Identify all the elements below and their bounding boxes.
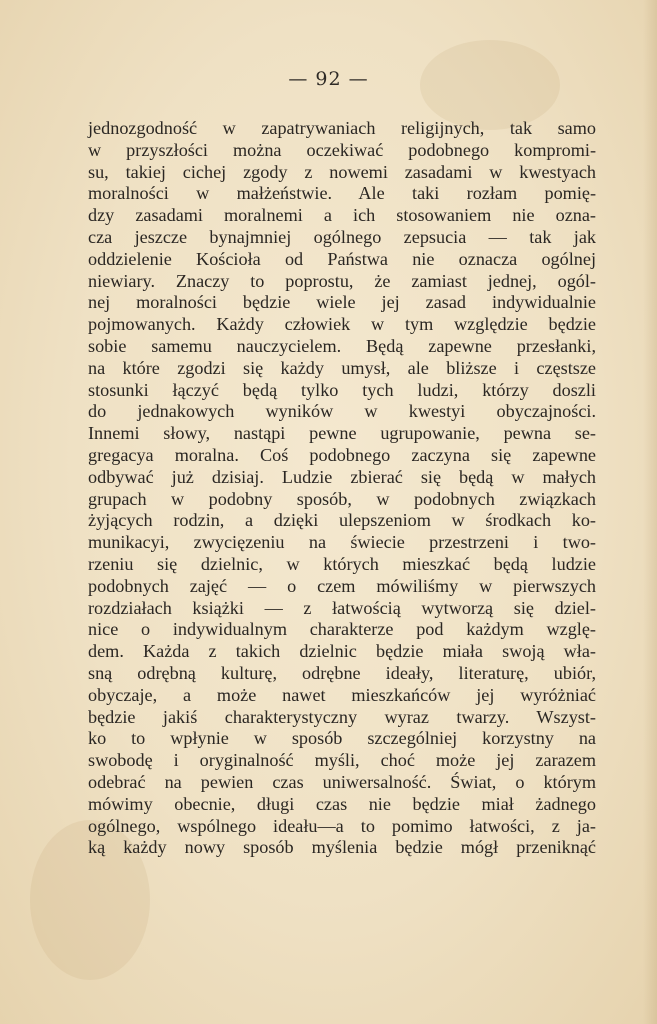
text-line: gregacya moralna. Coś podobnego zaczyna się zapewne (88, 444, 596, 465)
text-line: będzie jakiś charakterystyczny wyraz twarzy. Wszyst- (88, 706, 596, 727)
text-line: grupach w podobny sposób, w podobnych związkach (88, 488, 596, 509)
page-number: — 92 — (288, 68, 369, 90)
text-line: ogólnego, wspólnego ideału—a to pomimo łatwości, z ja- (88, 815, 596, 836)
page-edge-shadow (643, 0, 657, 1024)
text-line: w przyszłości można oczekiwać podobnego kompromi- (88, 139, 596, 160)
text-line: dem. Każda z takich dzielnic będzie miała swoją wła- (88, 641, 596, 662)
text-line: mówimy obecnie, długi czas nie będzie miał żadnego (88, 793, 596, 814)
text-line: nice o indywidualnym charakterze pod każdym wzglę- (88, 619, 596, 640)
text-line: rzeniu się dzielnic, w których mieszkać będą ludzie (88, 553, 596, 574)
text-line: do jednakowych wyników w kwestyi obyczajności. (88, 401, 596, 422)
text-line: su, takiej cichej zgody z nowemi zasadami w kwestyach (88, 161, 596, 182)
text-line: pojmowanych. Każdy człowiek w tym względzie będzie (88, 314, 596, 335)
text-line: odbywać już dzisiaj. Ludzie zbierać się będą w małych (88, 466, 596, 487)
text-line: swobodę i oryginalność myśli, choć może jej zarazem (88, 750, 596, 771)
text-line: munikacyi, zwycięzeniu na świecie przestrzeni i two- (88, 532, 596, 553)
text-line: dzy zasadami moralnemi a ich stosowaniem nie ozna- (88, 205, 596, 226)
text-line: cza jeszcze bynajmniej ogólnego zepsucia — tak jak (88, 226, 596, 247)
text-line: ką każdy nowy sposób myślenia będzie mógł przeniknąć (88, 837, 596, 858)
text-line: jednozgodność w zapatrywaniach religijnych, tak samo (88, 118, 596, 138)
text-line: Innemi słowy, nastąpi pewne ugrupowanie, pewna se- (88, 423, 596, 444)
text-line: oddzielenie Kościoła od Państwa nie oznacza ogólnej (88, 248, 596, 269)
text-line: rozdziałach książki — z łatwością wytworzą się dziel- (88, 597, 596, 618)
text-line: nej moralności będzie wiele jej zasad indywidualnie (88, 292, 596, 313)
text-line: stosunki łączyć będą tylko tych ludzi, którzy doszli (88, 379, 596, 400)
text-line: podobnych zajęć — o czem mówiliśmy w pierwszych (88, 575, 596, 596)
text-line: sobie samemu nauczycielem. Będą zapewne przesłanki, (88, 335, 596, 356)
text-line: odebrać na pewien czas uniwersalność. Świat, o którym (88, 771, 596, 792)
text-line: żyjących rodzin, a dzięki ulepszeniom w środkach ko- (88, 510, 596, 531)
text-line: obyczaje, a może nawet mieszkańców jej wyróżniać (88, 684, 596, 705)
body-text (88, 118, 596, 859)
text-line: moralności w małżeństwie. Ale taki rozłam pomię- (88, 183, 596, 204)
text-line: sną odrębną kulturę, odrębne ideały, literaturę, ubiór, (88, 662, 596, 683)
text-line: niewiary. Znaczy to poprostu, że zamiast jednej, ogól- (88, 270, 596, 291)
text-line: ko to wpłynie w sposób szczególniej korzystny na (88, 728, 596, 749)
text-line: na które zgodzi się każdy umysł, ale bliższe i częstsze (88, 357, 596, 378)
